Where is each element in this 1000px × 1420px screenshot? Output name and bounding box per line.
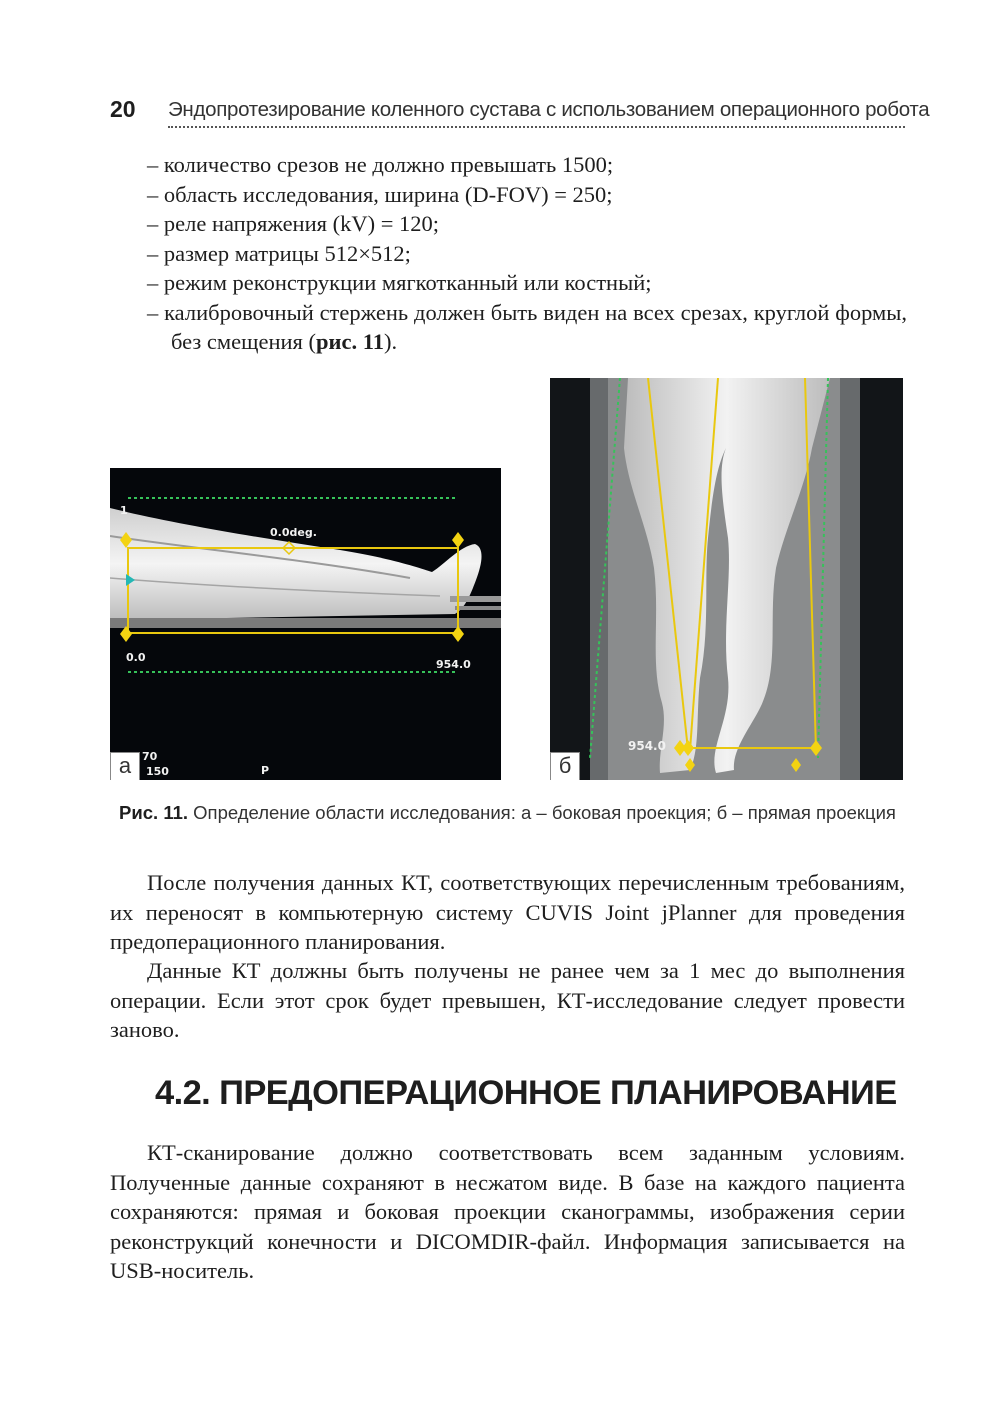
requirements-list — [147, 150, 907, 357]
list-item: – режим реконструкции мягкотканный или костный; — [147, 270, 652, 295]
figure-panel-a — [110, 468, 501, 780]
panel-a-marker-1: 1 — [120, 504, 128, 517]
list-item-text: – калибровочный стержень должен быть виден на всех срезах, круглой формы, без смещения ( — [147, 299, 907, 354]
figure-reference: рис. 11 — [316, 329, 384, 354]
list-item-end: ). — [383, 329, 398, 354]
panel-a-start-label: 0.0 — [126, 651, 146, 664]
caption-text: Определение области исследования: а – боковая проекция; б – прямая проекция — [193, 802, 896, 823]
caption-label: Рис. 11. — [119, 802, 189, 823]
panel-a-corner-p: P — [261, 764, 270, 777]
page-header — [110, 96, 930, 130]
panel-a-corner-1: 70 — [142, 750, 158, 763]
list-item: – реле напряжения (kV) = 120; — [147, 211, 440, 236]
panel-a-label: а — [110, 752, 140, 780]
page-number: 20 — [110, 96, 136, 122]
lateral-scan-image — [110, 468, 501, 780]
panel-a-angle-label: 0.0deg. — [270, 526, 317, 539]
body-paragraph: После получения данных КТ, соответствующих перечисленным требованиям, их переносят в компьютерную систему CUVIS Joint jPlanner для проведения предоперационного планирования. — [110, 870, 905, 954]
panel-a-corner-2: 150 — [146, 765, 169, 778]
figure-panel-b — [550, 378, 903, 780]
running-title: Эндопротезирование коленного сустава с использованием операционного робота — [168, 98, 930, 121]
body-paragraph: КТ-сканирование должно соответствовать всем заданным условиям. Полученные данные сохраняют в несжатом виде. В базе на каждого пациента сохраняются: прямая и боковая проекции сканограммы, изображения серии реконструкций конечности и DICOMDIR-файл. Информация записывается на USB-носитель. — [110, 1140, 905, 1283]
header-dotted-rule — [168, 126, 905, 128]
list-item: – размер матрицы 512×512; — [147, 240, 411, 266]
panel-b-value-label: 954.0 — [628, 739, 666, 753]
figure-caption — [110, 800, 905, 826]
body-paragraph: Данные КТ должны быть получены не ранее чем за 1 мес до выполнения операции. Если этот срок будет превышен, КТ-исследование следует провести заново. — [110, 958, 905, 1042]
list-item — [147, 298, 907, 357]
section-heading: 4.2. ПРЕДОПЕРАЦИОННОЕ ПЛАНИРОВАНИЕ — [155, 1074, 897, 1112]
list-item: – область исследования, ширина (D-FOV) = 250; — [147, 181, 613, 207]
list-item: – количество срезов не должно превышать 1500; — [147, 152, 614, 177]
frontal-scan-image — [550, 378, 903, 780]
panel-b-label: б — [550, 752, 580, 780]
panel-a-end-label: 954.0 — [436, 658, 471, 671]
